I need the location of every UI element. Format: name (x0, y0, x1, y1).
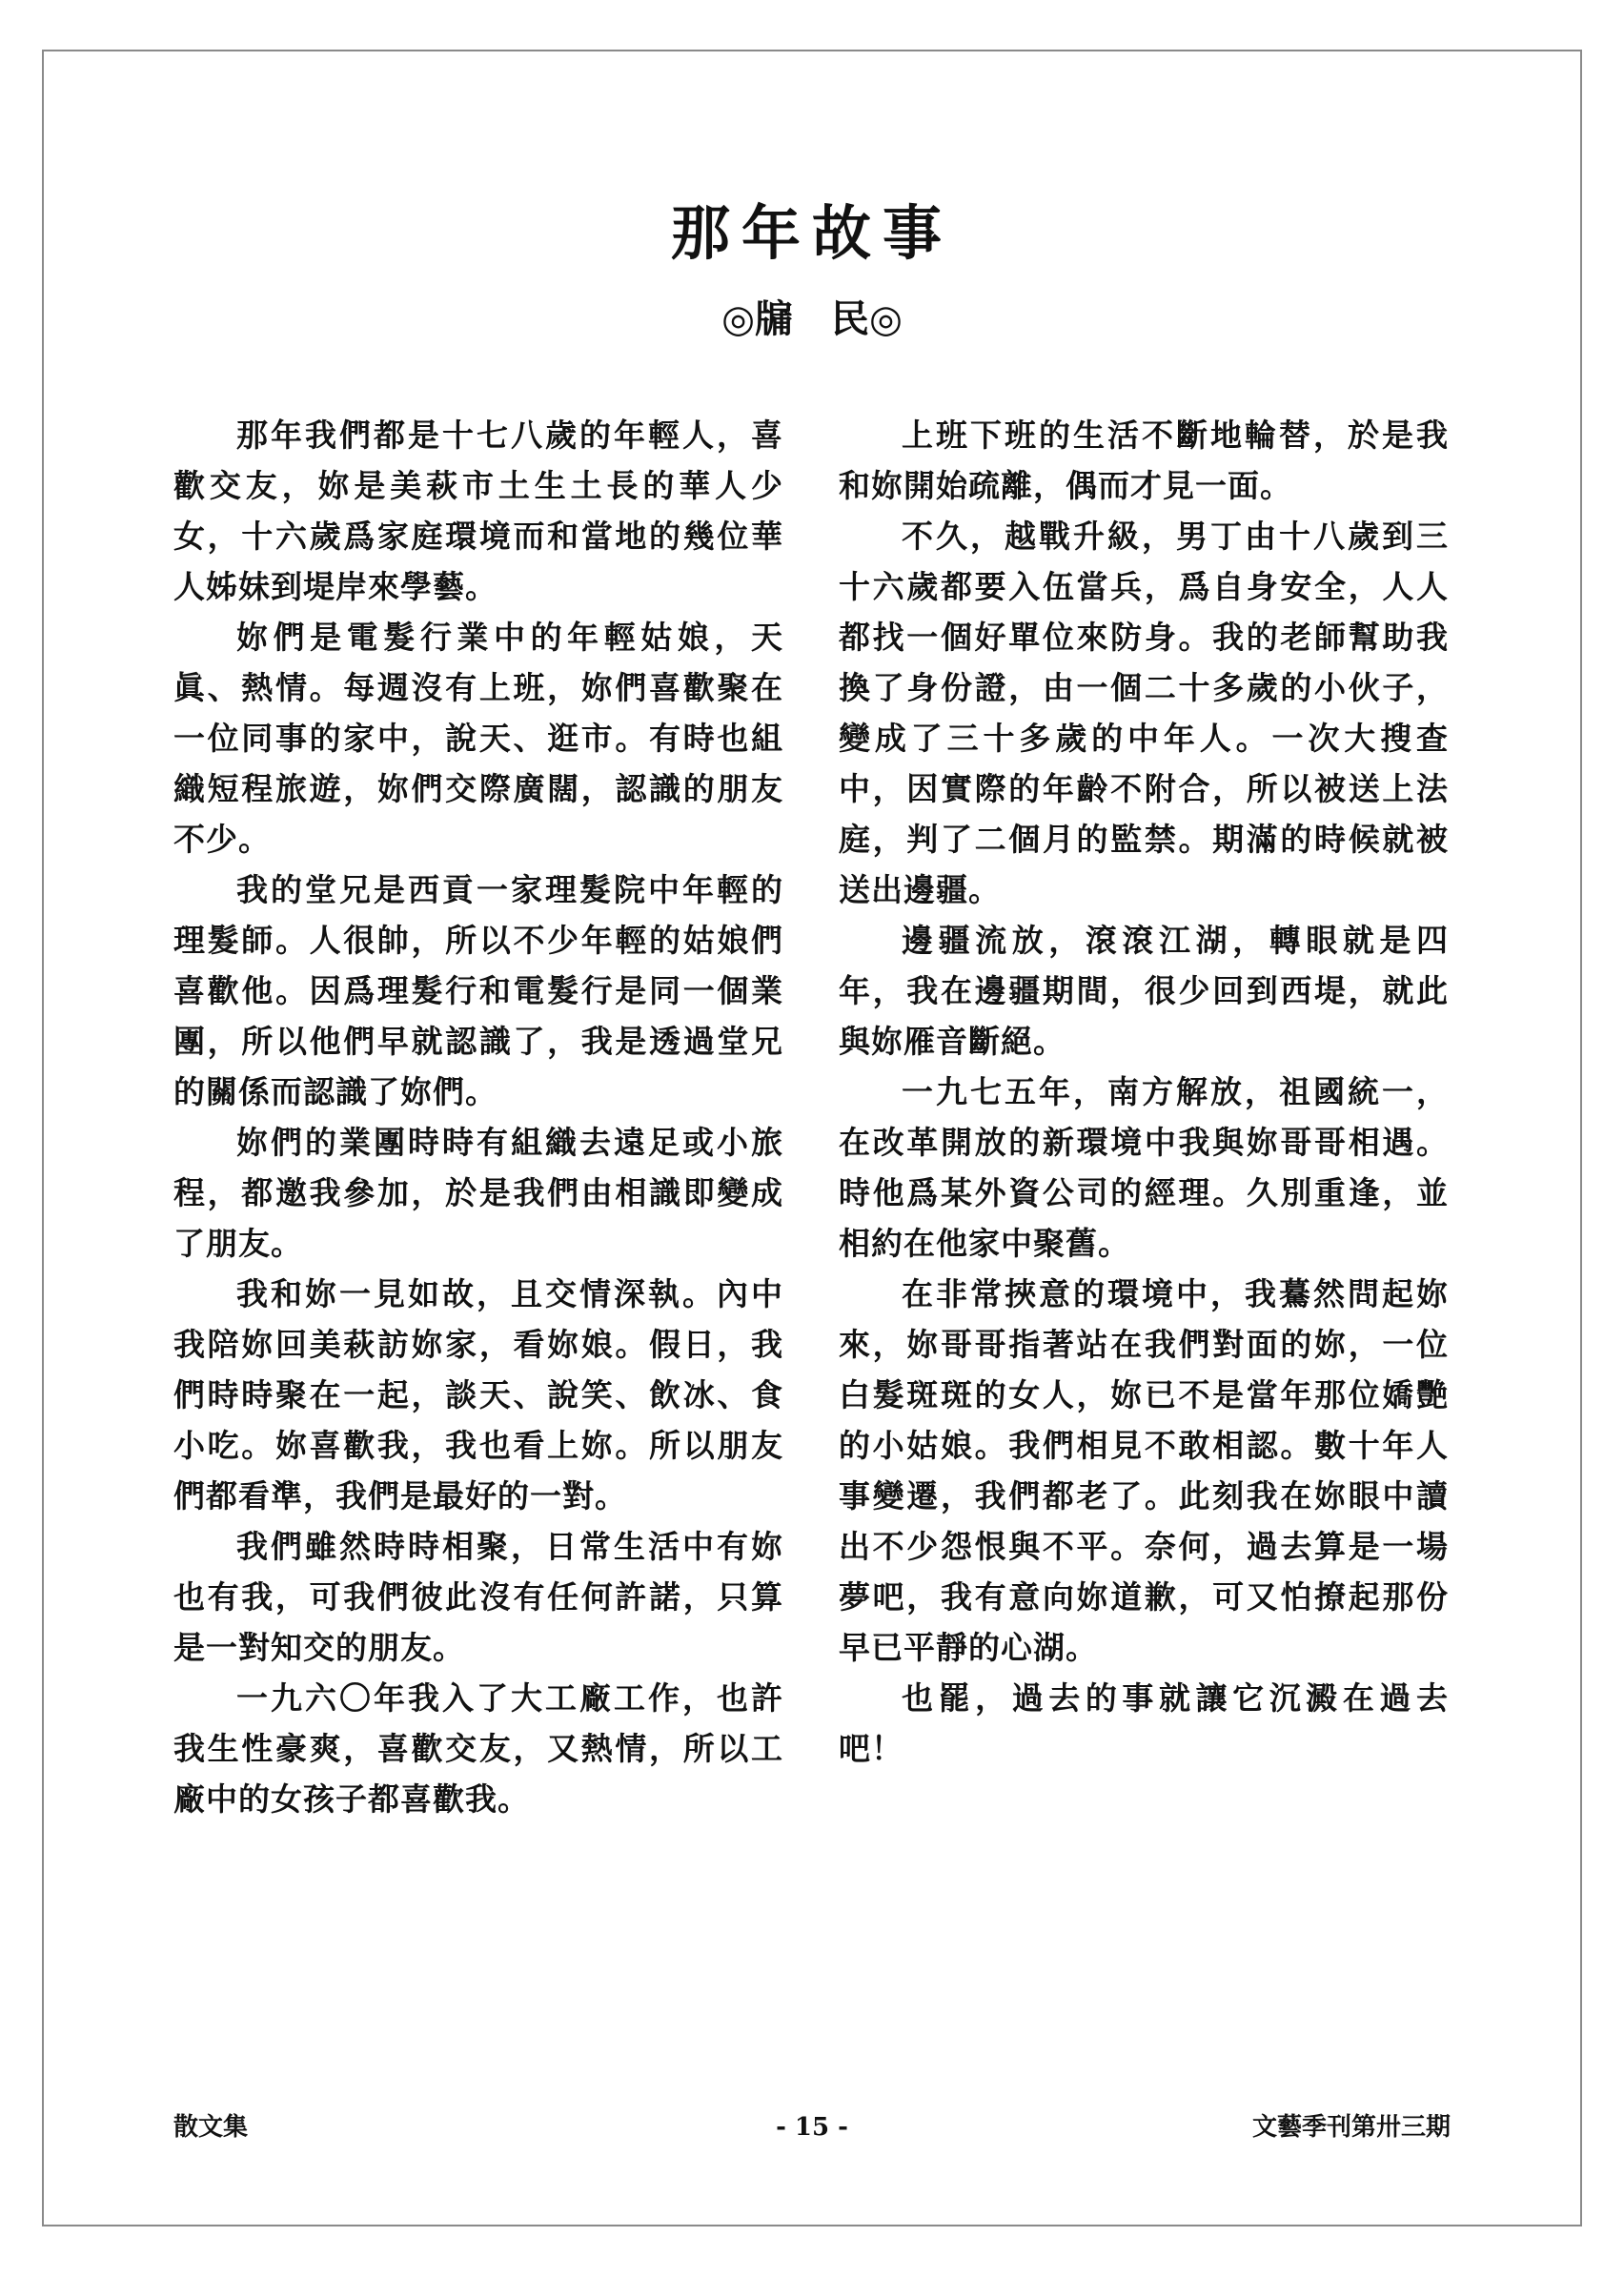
article-author: ◎牖 民◎ (721, 296, 903, 341)
paragraph: 不久，越戰升級，男丁由十八歲到三十六歲都要入伍當兵，爲自身安全，人人都找一個好單位來防身。我的老師幫助我換了身份證，由一個二十多歲的小伙子，變成了三十多歲的中年人。一次大搜查中，因實際的年齡不附合，所以被送上法庭，判了二個月的監禁。期滿的時候就被送出邊疆。 (839, 518, 1449, 908)
paragraph: 在非常挾意的環境中，我驀然問起妳來，妳哥哥指著站在我們對面的妳，一位白髮斑斑的女人，妳已不是當年那位嬌艷的小姑娘。我們相見不敢相認。數十年人事變遷，我們都老了。此刻我在妳眼中讀出不少怨恨與不平。奈何，過去算是一場夢吧，我有意向妳道歉，可又怕撩起那份早已平靜的心湖。 (839, 1275, 1449, 1666)
footer-page-number: - 15 - (776, 2113, 848, 2142)
left-column (173, 410, 783, 1824)
paragraph: 邊疆流放，滾滾江湖，轉眼就是四年，我在邊疆期間，很少回到西堤，就此與妳雁音斷絕。 (839, 922, 1449, 1060)
paragraph: 一九七五年，南方解放，祖國統一，在改革開放的新環境中我與妳哥哥相遇。時他爲某外資公司的經理。久別重逢，並相約在他家中聚舊。 (839, 1073, 1449, 1262)
paragraph: 妳們的業團時時有組織去遠足或小旅程，都邀我參加，於是我們由相識即變成了朋友。 (173, 1124, 783, 1262)
paragraph: 那年我們都是十七八歲的年輕人，喜歡交友，妳是美萩市土生土長的華人少女，十六歲爲家庭環境而和當地的幾位華人姊妹到堤岸來學藝。 (173, 417, 783, 605)
paragraph: 我們雖然時時相聚，日常生活中有妳也有我，可我們彼此沒有任何許諾，只算是一對知交的朋友。 (173, 1528, 783, 1666)
paragraph: 上班下班的生活不斷地輪替，於是我和妳開始疏離，偶而才見一面。 (839, 417, 1449, 504)
article-title: 那年故事 (670, 198, 953, 268)
paragraph: 一九六〇年我入了大工廠工作，也許我生性豪爽，喜歡交友，又熱情，所以工廠中的女孩子都喜歡我。 (173, 1679, 783, 1818)
right-column (839, 410, 1449, 1774)
paragraph: 我和妳一見如故，且交情深執。內中我陪妳回美萩訪妳家，看妳娘。假日，我們時時聚在一起，談天、說笑、飲冰、食小吃。妳喜歡我，我也看上妳。所以朋友們都看準，我們是最好的一對。 (173, 1275, 783, 1515)
paragraph: 妳們是電髮行業中的年輕姑娘，天眞、熱情。每週沒有上班，妳們喜歡聚在一位同事的家中，說天、逛市。有時也組織短程旅遊，妳們交際廣闊，認識的朋友不少。 (173, 619, 783, 858)
paragraph: 也罷，過去的事就讓它沉澱在過去吧！ (839, 1679, 1449, 1767)
footer-section: 散文集 (173, 2113, 249, 2142)
footer-publication: 文藝季刊第卅三期 (1251, 2113, 1451, 2142)
paragraph: 我的堂兄是西貢一家理髮院中年輕的理髮師。人很帥，所以不少年輕的姑娘們喜歡他。因爲理髮行和電髮行是同一個業團，所以他們早就認識了，我是透過堂兄的關係而認識了妳們。 (173, 871, 783, 1110)
